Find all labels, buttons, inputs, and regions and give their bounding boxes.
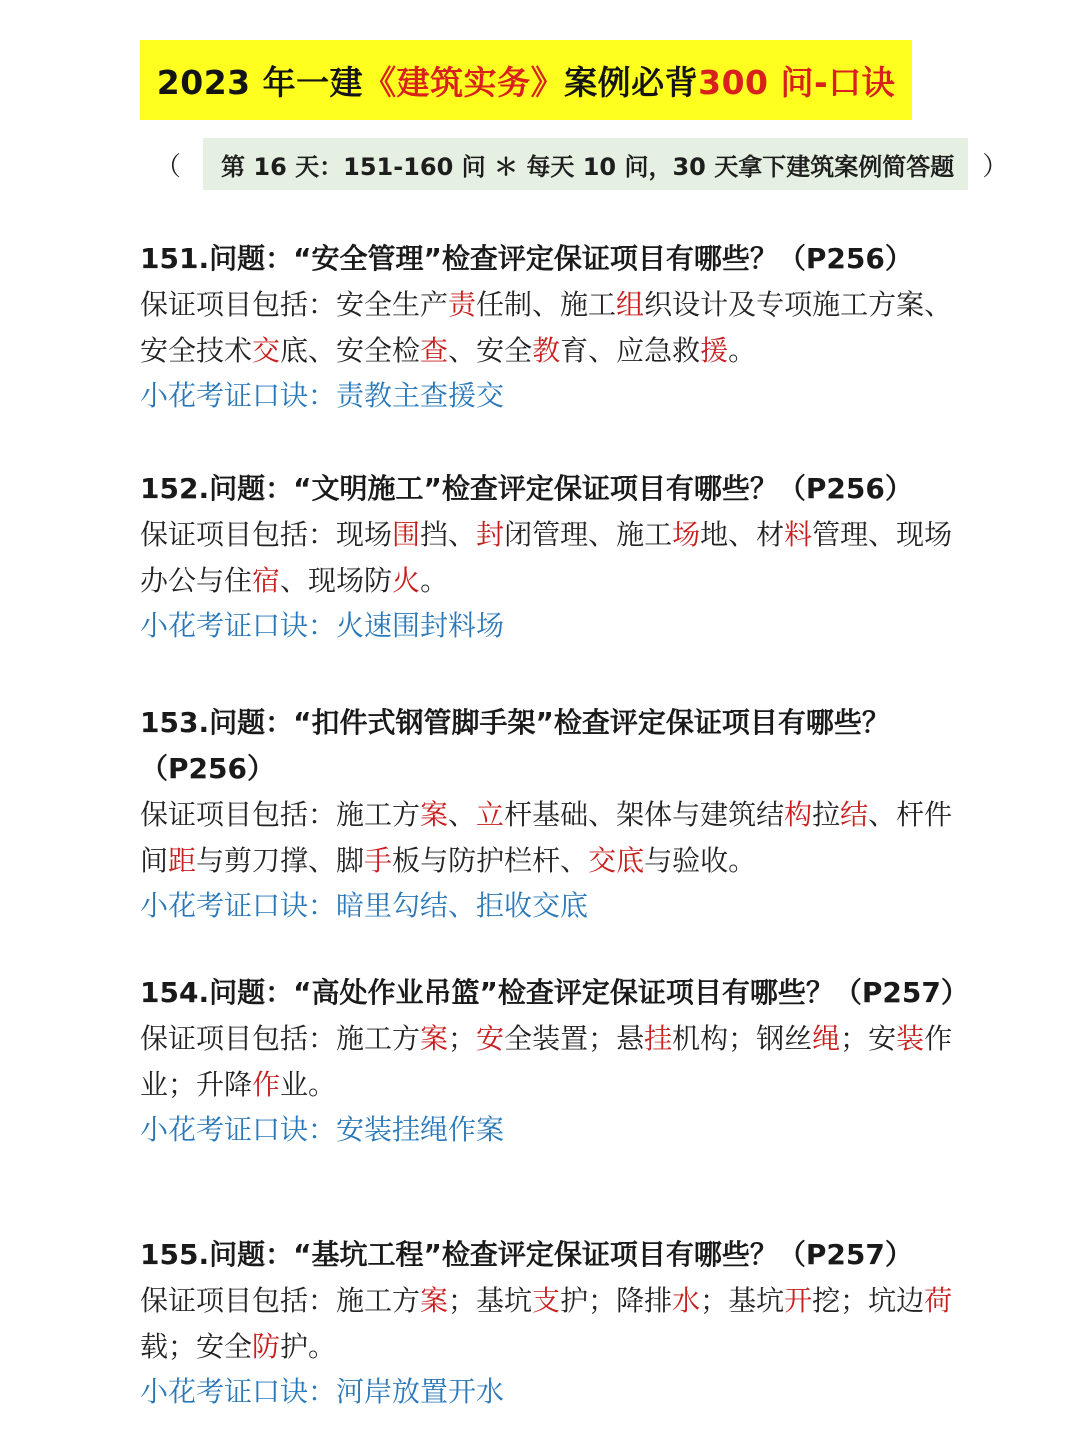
answer [140,792,970,884]
answer-text: 保证项目包括：施工方 [140,798,421,831]
answer-text: 底、安全检 [280,334,421,367]
answer-text: 护；降排 [560,1284,673,1317]
answer-text: ； [448,1022,477,1055]
answer-text: 保证项目包括：施工方 [140,1022,421,1055]
answer-text: 、安全 [448,334,533,367]
subtitle-close-paren: ） [982,151,1009,182]
answer-text: 作业；升降 [140,1022,953,1101]
answer-text: 护。 [280,1330,337,1363]
answer-text: ；基坑 [448,1284,533,1317]
answer-text: 业。 [280,1068,337,1101]
highlight-char: 绳 [812,1022,841,1055]
answer [140,1278,970,1370]
highlight-char: 开 [784,1284,813,1317]
answer-text: 杆基础、架体与建筑结 [504,798,785,831]
answer-text: 。 [420,564,449,597]
answer-text: 任制、施工 [476,288,617,321]
answer-text: 全装置；悬 [504,1022,645,1055]
mnemonic: 小花考证口诀：河岸放置开水 [140,1375,505,1408]
highlight-char: 案 [420,798,449,831]
title-part-1: 2023 年一建 [156,62,364,102]
highlight-char: 料 [784,518,813,551]
highlight-char: 构 [784,798,813,831]
answer-text: 挖；坑边 [812,1284,925,1317]
mnemonic: 小花考证口诀：暗里勾结、拒收交底 [140,889,589,922]
answer [140,1016,970,1108]
highlight-char: 支 [532,1284,561,1317]
answer-text: 地、材 [700,518,785,551]
answer-text: 育、应急救 [560,334,701,367]
mnemonic: 小花考证口诀：火速围封料场 [140,609,505,642]
highlight-char: 防 [252,1330,281,1363]
highlight-char: 交底 [588,844,645,877]
qa-item [140,970,970,1152]
highlight-char: 围 [392,518,421,551]
answer-text: 板与防护栏杆、 [392,844,589,877]
answer-text: 拉 [812,798,841,831]
highlight-char: 作 [252,1068,281,1101]
title-part-4: 300 问-口诀 [698,62,896,102]
answer [140,512,970,604]
highlight-char: 案 [420,1284,449,1317]
highlight-char: 责 [448,288,477,321]
mnemonic: 小花考证口诀：安装挂绳作案 [140,1113,505,1146]
highlight-char: 组 [616,288,645,321]
highlight-char: 安 [476,1022,505,1055]
answer-text: 。 [728,334,757,367]
page-title [140,40,912,120]
highlight-char: 查 [420,334,449,367]
answer-text: 管理、现场办公与住 [140,518,953,597]
answer-text: 闭管理、施工 [504,518,673,551]
highlight-char: 装 [896,1022,925,1055]
answer-text: ；安 [840,1022,897,1055]
subtitle-box [203,138,968,190]
qa-item [140,236,970,418]
answer-text: 保证项目包括：施工方 [140,1284,421,1317]
subtitle-text: 第 16 天：151-160 问 ＊ 每天 10 问，30 天拿下建筑案例简答题 [221,152,955,181]
question: 151.问题：“安全管理”检查评定保证项目有哪些？（P256） [140,242,913,275]
highlight-char: 火 [392,564,421,597]
answer-text: 织设计及专项施工方案、安全技术 [140,288,953,367]
answer [140,282,970,374]
qa-item [140,700,970,928]
title-part-3: 案例必背 [564,62,699,102]
mnemonic: 小花考证口诀：责教主查援交 [140,379,505,412]
title-part-2: 《建筑实务》 [363,62,565,102]
question: 152.问题：“文明施工”检查评定保证项目有哪些？（P256） [140,472,913,505]
answer-text: 、 [448,798,477,831]
highlight-char: 宿 [252,564,281,597]
highlight-char: 距 [168,844,197,877]
answer-text: 与剪刀撑、脚 [196,844,365,877]
question: 155.问题：“基坑工程”检查评定保证项目有哪些？（P257） [140,1238,913,1271]
highlight-char: 教 [532,334,561,367]
answer-text: ；基坑 [700,1284,785,1317]
highlight-char: 场 [672,518,701,551]
answer-text: 挡、 [420,518,477,551]
question: 153.问题：“扣件式钢管脚手架”检查评定保证项目有哪些？（P256） [140,706,890,785]
highlight-char: 水 [672,1284,701,1317]
highlight-char: 交 [252,334,281,367]
question: 154.问题：“高处作业吊篮”检查评定保证项目有哪些？（P257） [140,976,969,1009]
highlight-char: 挂 [644,1022,673,1055]
answer-text: 保证项目包括：安全生产 [140,288,449,321]
qa-item [140,466,970,648]
answer-text: 、杆件间 [140,798,953,877]
highlight-char: 立 [476,798,505,831]
highlight-char: 案 [420,1022,449,1055]
answer-text: 、现场防 [280,564,393,597]
answer-text: 载；安全 [140,1330,253,1363]
qa-item [140,1232,970,1414]
highlight-char: 手 [364,844,393,877]
answer-text: 机构；钢丝 [672,1022,813,1055]
answer-text: 保证项目包括：现场 [140,518,393,551]
highlight-char: 援 [700,334,729,367]
answer-text: 与验收。 [644,844,757,877]
subtitle-open-paren: （ [155,151,182,182]
highlight-char: 封 [476,518,505,551]
subtitle [155,138,1009,190]
highlight-char: 荷 [924,1284,953,1317]
highlight-char: 结 [840,798,869,831]
